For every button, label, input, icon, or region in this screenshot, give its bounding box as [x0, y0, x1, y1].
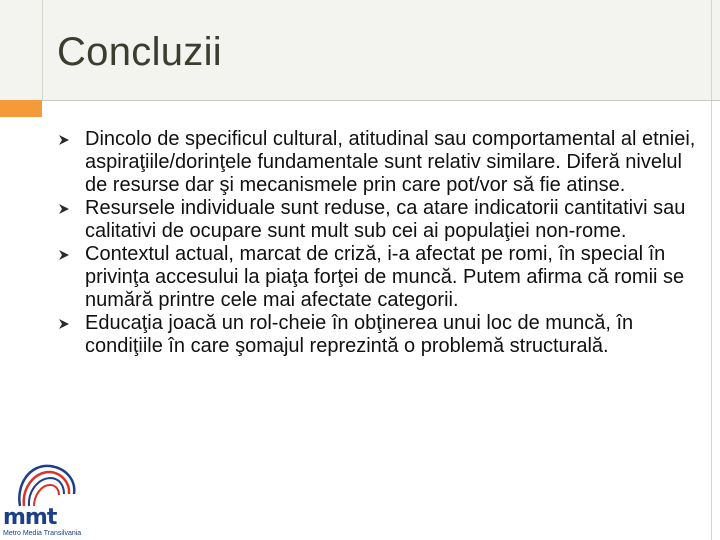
- bullet-list: [58, 128, 698, 358]
- title-rule-accent: [0, 100, 42, 117]
- arrow-bullet-icon: [58, 203, 70, 215]
- bullet-item: [58, 128, 698, 197]
- arrow-bullet-icon: [58, 134, 70, 146]
- title-rule-line: [42, 100, 720, 101]
- bullet-item: [58, 197, 698, 243]
- bullet-text: Resursele individuale sunt reduse, ca atare indicatorii cantitativi sau calitativi de ocupare sunt mult sub cei ai populaţiei non-rome.: [85, 197, 686, 242]
- bullet-item: [58, 312, 698, 358]
- logo-text: mmt: [3, 505, 57, 530]
- slide-title: Concluzii: [57, 30, 222, 74]
- bullet-text: Contextul actual, marcat de criză, i-a afectat pe romi, în special în privinţa accesului la piaţa forţei de muncă. Putem afirma că romii se numără printre cele mai afectate categorii.: [85, 243, 685, 311]
- bullet-text: Educaţia joacă un rol-cheie în obţinerea unui loc de muncă, în condiţiile în care şomajul reprezintă o problemă structurală.: [85, 312, 634, 357]
- logo-subtext: Metro Media Transilvania: [3, 530, 82, 537]
- right-border: [711, 0, 712, 540]
- arrow-bullet-icon: [58, 249, 70, 261]
- bullet-item: [58, 243, 698, 312]
- bullet-text: Dincolo de specificul cultural, atitudinal sau comportamental al etniei, aspiraţiile/dorinţele fundamentale sunt relativ similare. Diferă nivelul de resurse dar şi mecanismele prin care pot/vor să fie atinse.: [85, 128, 696, 196]
- arrow-bullet-icon: [58, 318, 70, 330]
- left-border: [42, 0, 43, 100]
